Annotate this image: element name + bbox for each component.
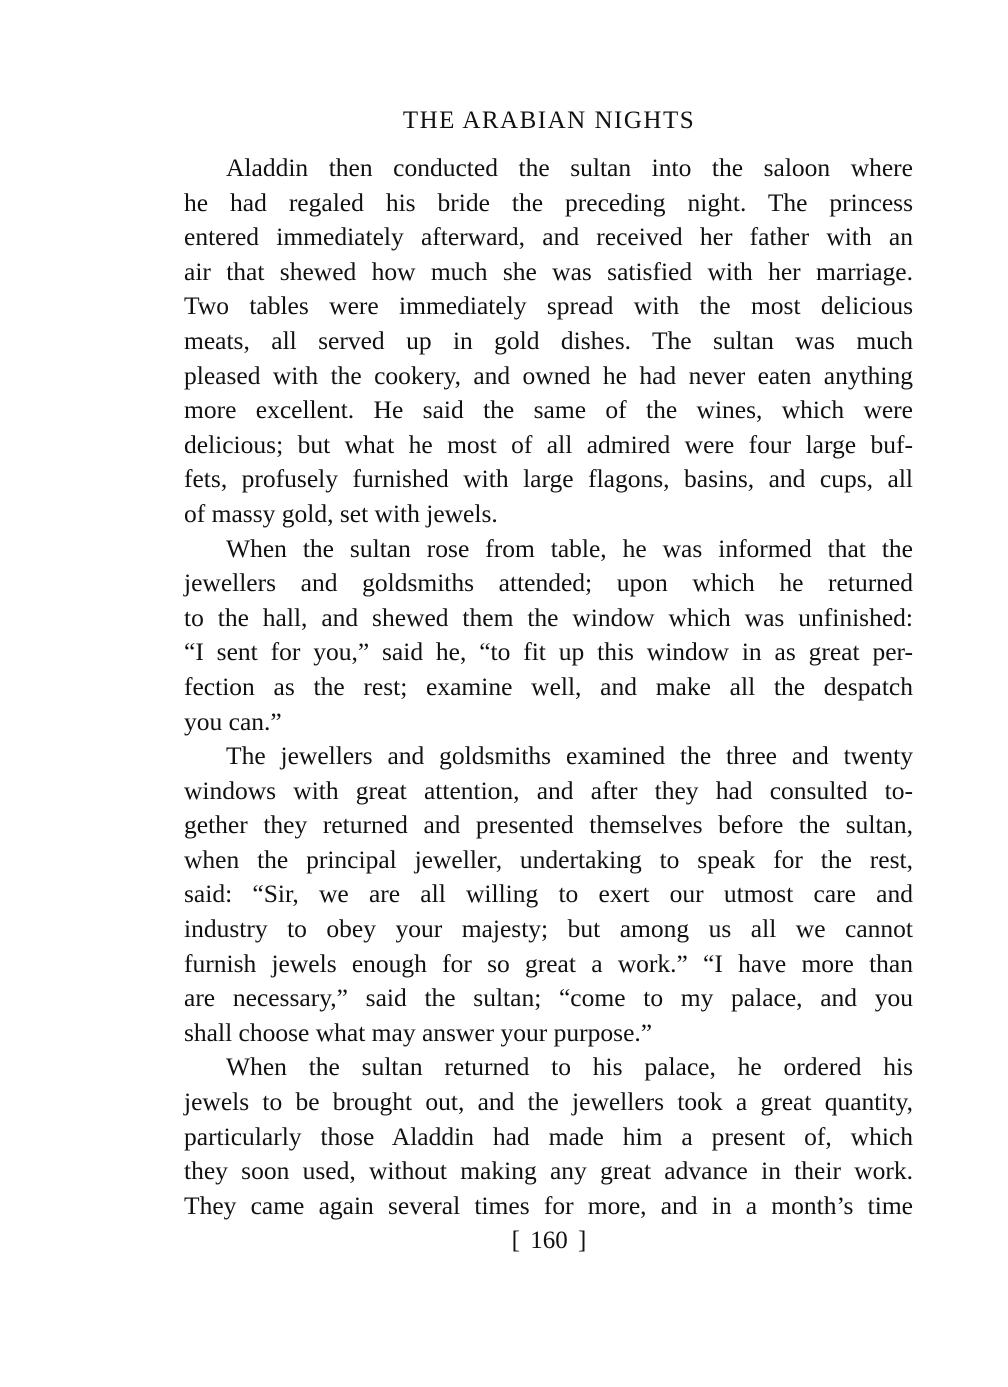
text-line: When the sultan returned to his palace, he ordered his xyxy=(226,1052,913,1082)
text-line: he had regaled his bride the preceding night. The princess xyxy=(184,187,913,217)
paragraph xyxy=(184,151,913,532)
text-line: They came again several times for more, and in a month’s time xyxy=(184,1190,913,1220)
text-line: particularly those Aladdin had made him a present of, which xyxy=(184,1121,913,1151)
text-line: industry to obey your majesty; but among us all we cannot xyxy=(184,914,913,944)
text-line: jewels to be brought out, and the jewellers took a great quantity, xyxy=(184,1087,913,1117)
text-line: more excellent. He said the same of the wines, which were xyxy=(184,395,913,425)
text-line: windows with great attention, and after they had consulted to- xyxy=(184,775,913,805)
paragraph xyxy=(184,532,913,740)
paragraph xyxy=(184,1050,913,1223)
text-line: meats, all served up in gold dishes. The sultan was much xyxy=(184,325,913,355)
text-line: Two tables were immediately spread with the most delicious xyxy=(184,291,913,321)
text-line: entered immediately afterward, and received her father with an xyxy=(184,222,913,252)
text-line: “I sent for you,” said he, “to fit up this window in as great per- xyxy=(184,637,913,667)
text-line: delicious; but what he most of all admired were four large buf- xyxy=(184,429,913,459)
text-line: pleased with the cookery, and owned he had never eaten anything xyxy=(184,360,913,390)
text-line: fection as the rest; examine well, and make all the despatch xyxy=(184,671,913,701)
text-line: when the principal jeweller, undertaking to speak for the rest, xyxy=(184,844,913,874)
text-line: shall choose what may answer your purpose.” xyxy=(184,1017,653,1047)
body-text xyxy=(184,151,913,1223)
text-line: of massy gold, set with jewels. xyxy=(184,498,498,528)
text-line: air that shewed how much she was satisfied with her marriage. xyxy=(184,256,913,286)
text-line: Aladdin then conducted the sultan into the saloon where xyxy=(226,153,913,182)
text-line: to the hall, and shewed them the window which was unfinished: xyxy=(184,602,913,632)
text-line: said: “Sir, we are all willing to exert our utmost care and xyxy=(184,879,913,909)
text-line: fets, profusely furnished with large flagons, basins, and cups, all xyxy=(184,464,913,494)
text-line: furnish jewels enough for so great a work.” “I have more than xyxy=(184,948,913,978)
paragraph xyxy=(184,739,913,1050)
page-number: [ 160 ] xyxy=(511,1227,587,1254)
text-line: gether they returned and presented themselves before the sultan, xyxy=(184,810,913,840)
text-line: are necessary,” said the sultan; “come to my palace, and you xyxy=(184,983,913,1013)
text-line: you can.” xyxy=(184,706,282,736)
text-line: When the sultan rose from table, he was informed that the xyxy=(226,533,913,563)
text-line: they soon used, without making any great advance in their work. xyxy=(184,1156,913,1186)
text-line: The jewellers and goldsmiths examined the three and twenty xyxy=(226,741,913,771)
running-head: THE ARABIAN NIGHTS xyxy=(402,107,696,134)
text-line: jewellers and goldsmiths attended; upon which he returned xyxy=(184,568,913,598)
